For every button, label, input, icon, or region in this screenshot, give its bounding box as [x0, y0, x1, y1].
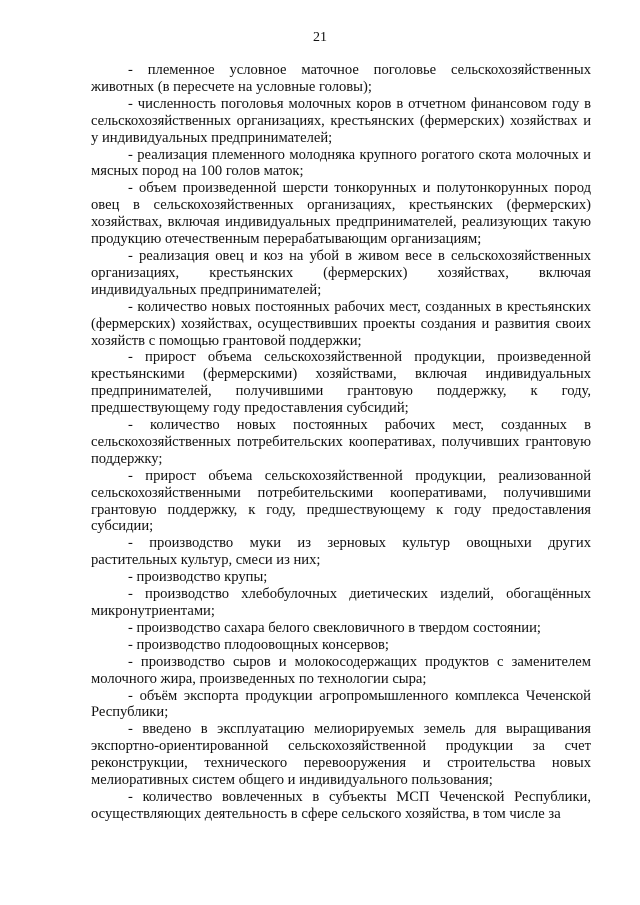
paragraph: - племенное условное маточное поголовье сельскохозяйственных животных (в пересчете на условные головы);	[91, 62, 591, 95]
page-number: 21	[313, 30, 327, 45]
paragraph: - введено в эксплуатацию мелиорируемых земель для выращивания экспортно-ориентированной сельскохозяйственной продукции за счет реконструкции, технического перевооружения и строительства новых мелиоративных систем общего и индивидуального пользования;	[91, 721, 591, 789]
paragraph: - количество новых постоянных рабочих мест, созданных в крестьянских (фермерских) хозяйствах, осуществивших проекты создания и развития своих хозяйств с помощью грантовой поддержки;	[91, 298, 591, 349]
paragraph: - производство сахара белого свекловичного в твердом состоянии;	[128, 619, 541, 636]
paragraph: - объём экспорта продукции агропромышленного комплекса Чеченской Республики;	[91, 687, 591, 721]
paragraph: - реализация овец и коз на убой в живом весе в сельскохозяйственных организациях, крестьянских (фермерских) хозяйствах, включая индивидуальных предпринимателей;	[91, 247, 591, 298]
paragraph: - количество новых постоянных рабочих мест, созданных в сельскохозяйственных потребительских кооперативах, получивших грантовую поддержку;	[91, 417, 591, 467]
paragraph: - объем произведенной шерсти тонкорунных и полутонкорунных пород овец в сельскохозяйственных организациях, крестьянских (фермерских) хозяйствах, включая индивидуальных предпринимателей, реализующих такую продукцию отечественным перерабатывающим организациям;	[91, 180, 591, 248]
paragraph: - реализация племенного молодняка крупного рогатого скота молочных и мясных пород на 100 голов маток;	[91, 146, 591, 180]
paragraph: - прирост объема сельскохозяйственной продукции, произведенной крестьянскими (фермерскими) хозяйствами, включая индивидуальных предпринимателей, получившими грантовую поддержку, к году, предшествующему году предоставления субсидий;	[91, 349, 591, 417]
paragraph: - производство муки из зерновых культур овощныхи других растительных культур, смеси из них;	[91, 535, 591, 569]
paragraph: - производство хлебобулочных диетических изделий, обогащённых микронутриентами;	[91, 586, 591, 619]
paragraph: - прирост объема сельскохозяйственной продукции, реализованной сельскохозяйственными потребительскими кооперативами, получившими грантовую поддержку, к году, предшествующему к году предоставления субсидии;	[91, 467, 591, 535]
document-body	[91, 62, 591, 823]
paragraph: - производство крупы;	[128, 569, 268, 586]
paragraph: - производство плодоовощных консервов;	[128, 636, 389, 653]
paragraph: - количество вовлеченных в субъекты МСП Чеченской Республики, осуществляющих деятельность в сфере сельского хозяйства, в том числе за	[91, 788, 591, 822]
paragraph: - производство сыров и молокосодержащих продуктов с заменителем молочного жира, произведенных по технологии сыра;	[91, 653, 591, 687]
paragraph: - численность поголовья молочных коров в отчетном финансовом году в сельскохозяйственных организациях, крестьянских (фермерских) хозяйствах и у индивидуальных предпринимателей;	[91, 95, 591, 146]
